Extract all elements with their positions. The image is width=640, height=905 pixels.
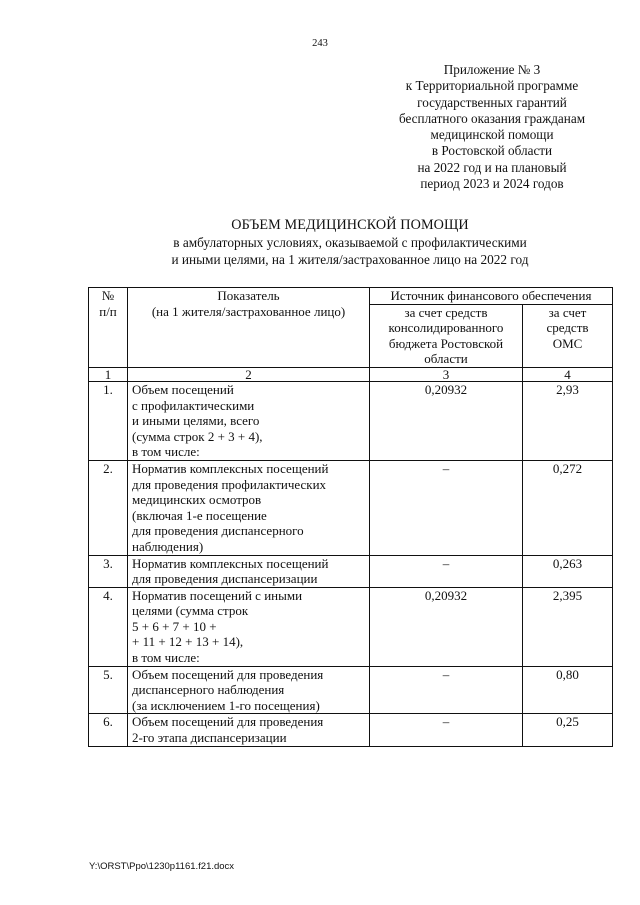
header-budget-line: консолидированного [388, 320, 504, 336]
row-indicator [128, 460, 370, 555]
row-budget-value: – [370, 666, 523, 714]
indicator-line: Норматив комплексных посещений [132, 555, 329, 571]
indicator-line: диспансерного наблюдения [132, 682, 285, 698]
header-funding-source: Источник финансового обеспечения [370, 288, 613, 305]
column-number: 2 [128, 367, 370, 381]
appendix-line: бесплатного оказания гражданам [398, 110, 586, 126]
row-indicator [128, 714, 370, 746]
row-num: 2. [89, 460, 128, 555]
appendix-line: на 2022 год и на плановый [417, 159, 567, 175]
header-oms-line: за счет [548, 304, 587, 320]
indicator-line: 5 + 6 + 7 + 10 + [132, 618, 217, 634]
header-budget [370, 304, 523, 367]
table-row [89, 460, 613, 555]
indicator-line: с профилактическими [132, 397, 255, 413]
row-num: 5. [89, 666, 128, 714]
appendix-line: государственных гарантий [417, 94, 567, 110]
header-budget-line: за счет средств [404, 304, 488, 320]
indicator-line: + 11 + 12 + 13 + 14), [132, 634, 244, 650]
footer-file-path: Y:\ORST\Ppo\1230p1161.f21.docx [89, 861, 235, 872]
row-num: 6. [89, 714, 128, 746]
heading-subtitle-line: и иными целями, на 1 жителя/застрахованное лицо на 2022 год [171, 252, 529, 267]
header-oms-line: средств [546, 320, 589, 336]
indicator-line: для проведения диспансерного [132, 523, 304, 539]
header-oms [523, 304, 613, 367]
table-row [89, 666, 613, 714]
table-header-row [89, 288, 613, 305]
header-indicator [128, 288, 370, 368]
row-budget-value: – [370, 714, 523, 746]
row-num: 3. [89, 555, 128, 587]
indicator-line: Объем посещений [132, 381, 234, 397]
header-indicator-line: (на 1 жителя/застрахованное лицо) [151, 303, 346, 319]
indicator-line: Объем посещений для проведения [132, 714, 324, 730]
indicator-line: (за исключением 1-го посещения) [132, 697, 320, 713]
row-oms-value: 2,395 [523, 587, 613, 666]
indicator-line: в том числе: [132, 444, 200, 460]
document-heading [0, 217, 640, 268]
heading-title: ОБЪЕМ МЕДИЦИНСКОЙ ПОМОЩИ [231, 217, 469, 233]
row-budget-value: 0,20932 [370, 381, 523, 460]
indicator-line: для проведения диспансеризации [132, 571, 318, 587]
table-row [89, 714, 613, 746]
indicator-line: 2-го этапа диспансеризации [132, 730, 287, 746]
appendix-line: Приложение № 3 [443, 62, 541, 77]
indicator-line: Норматив комплексных посещений [132, 460, 329, 476]
header-budget-line: области [424, 351, 468, 367]
row-indicator [128, 381, 370, 460]
table-row [89, 555, 613, 587]
header-num-line: № [101, 288, 115, 303]
page-number: 243 [312, 38, 328, 49]
appendix-line: к Территориальной программе [405, 78, 579, 94]
indicator-line: целями (сумма строк [132, 603, 249, 619]
row-indicator [128, 587, 370, 666]
indicator-line: (сумма строк 2 + 3 + 4), [132, 428, 263, 444]
header-oms-line: ОМС [552, 335, 583, 351]
row-oms-value: 0,263 [523, 555, 613, 587]
row-num: 4. [89, 587, 128, 666]
row-budget-value: – [370, 555, 523, 587]
appendix-caption [372, 62, 612, 192]
indicator-line: Норматив посещений с иными [132, 587, 303, 603]
appendix-line: в Ростовской области [431, 143, 553, 159]
row-indicator [128, 666, 370, 714]
row-oms-value: 0,272 [523, 460, 613, 555]
indicator-line: (включая 1-е посещение [132, 507, 267, 523]
heading-subtitle-line: в амбулаторных условиях, оказываемой с профилактическими [173, 235, 527, 250]
header-num [89, 288, 128, 368]
row-indicator [128, 555, 370, 587]
appendix-line: период 2023 и 2024 годов [420, 176, 564, 192]
indicator-line: наблюдения) [132, 538, 204, 554]
column-number: 1 [89, 367, 128, 381]
header-budget-line: бюджета Ростовской [388, 335, 504, 351]
row-oms-value: 0,80 [523, 666, 613, 714]
indicator-line: и иными целями, всего [132, 413, 260, 429]
column-number: 3 [370, 367, 523, 381]
column-number: 4 [523, 367, 613, 381]
appendix-line: медицинской помощи [430, 127, 554, 143]
indicator-line: для проведения профилактических [132, 476, 327, 492]
indicator-line: медицинских осмотров [132, 492, 262, 508]
header-indicator-line: Показатель [217, 288, 280, 303]
table-row [89, 381, 613, 460]
row-oms-value: 2,93 [523, 381, 613, 460]
row-oms-value: 0,25 [523, 714, 613, 746]
indicator-line: Объем посещений для проведения [132, 666, 324, 682]
volume-table [88, 287, 613, 747]
row-budget-value: – [370, 460, 523, 555]
column-number-row [89, 367, 613, 381]
indicator-line: в том числе: [132, 650, 200, 666]
header-num-line: п/п [99, 303, 117, 319]
table-row [89, 587, 613, 666]
row-budget-value: 0,20932 [370, 587, 523, 666]
row-num: 1. [89, 381, 128, 460]
